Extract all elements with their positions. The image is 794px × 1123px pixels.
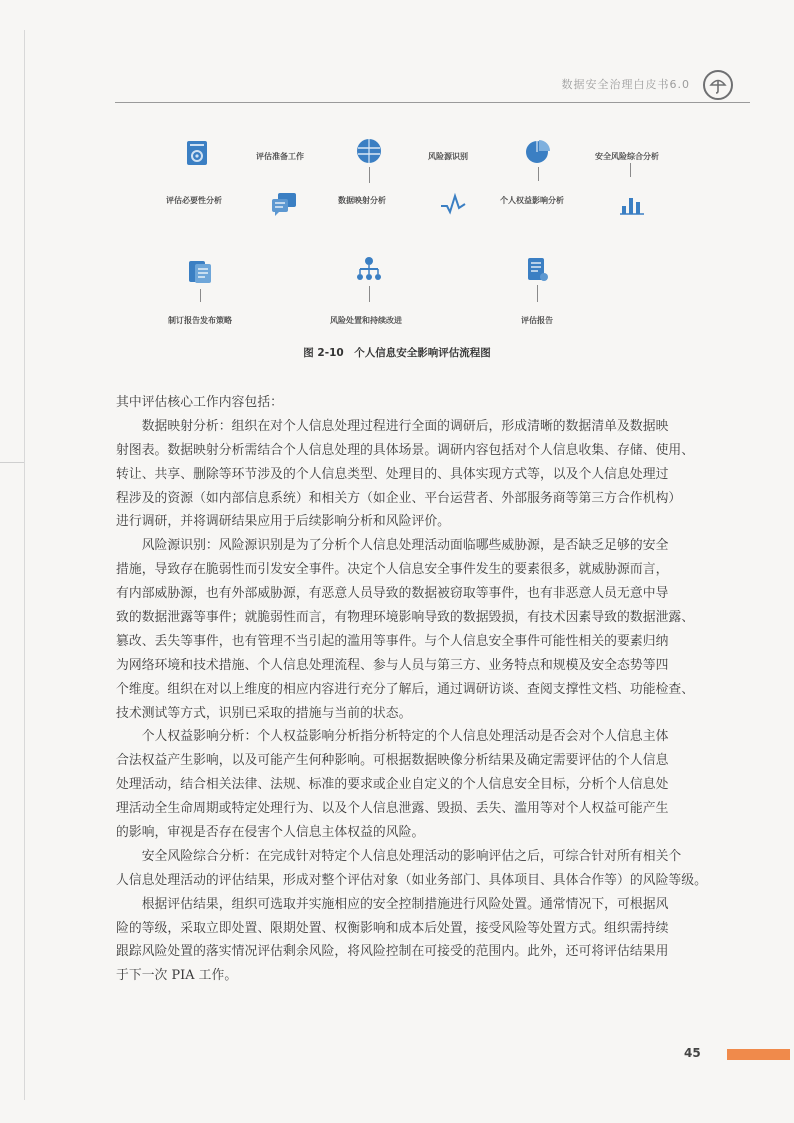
flow-step-publish: 制订报告发布策略 (168, 316, 232, 325)
header-rule (115, 102, 750, 103)
paragraph-line: 致的数据泄露等事件；就脆弱性而言，有物理环境影响导致的数据毁损，有技术因素导致的数据泄露、 (116, 610, 695, 626)
paragraph-line: 险的等级，采取立即处置、限期处置、权衡影响和成本后处置，接受风险等处置方式。组织需持续 (116, 920, 669, 936)
flow-connector (630, 163, 631, 177)
page-gutter-tick (0, 462, 24, 463)
paragraph-line: 个人权益影响分析：个人权益影响分析指分析特定的个人信息处理活动是否会对个人信息主体 (116, 729, 669, 745)
paragraph-line: 安全风险综合分析：在完成针对特定个人信息处理活动的影响评估之后，可综合针对所有相关个 (116, 848, 682, 864)
document-gear-icon (183, 139, 211, 167)
paragraph-line: 篡改、丢失等事件，也有管理不当引起的滥用等事件。与个人信息安全事件可能性相关的要素归纳 (116, 633, 669, 649)
umbrella-icon (703, 70, 733, 100)
flow-connector (200, 289, 201, 302)
paragraph-line: 进行调研，并将调研结果应用于后续影响分析和风险评价。 (116, 514, 451, 530)
bar-chart-icon (618, 188, 646, 216)
header-title: 数据安全治理白皮书6.0 (561, 78, 690, 91)
flow-step-risk-handling: 风险处置和持续改进 (330, 316, 402, 325)
paragraph-line: 人信息处理活动的评估结果，形成对整个评估对象（如业务部门、具体项目、具体合作等）的风险等级。 (116, 872, 707, 888)
paragraph-line: 的影响，审视是否存在侵害个人信息主体权益的风险。 (116, 825, 425, 841)
paragraph-line: 转让、共享、删除等环节涉及的个人信息类型、处理目的、具体实现方式等，以及个人信息处理过 (116, 466, 669, 482)
flow-connector (537, 285, 538, 302)
paragraph-line: 根据评估结果，组织可选取并实施相应的安全控制措施进行风险处置。通常情况下，可根据风 (116, 896, 669, 912)
paragraph-line: 为网络环境和技术措施、个人信息处理流程、参与人员与第三方、业务特点和规模及安全态势等四 (116, 657, 669, 673)
paragraph-line: 处理活动，结合相关法律、法规、标准的要求或企业自定义的个人信息安全目标，分析个人信息处 (116, 777, 669, 793)
paragraph-line: 数据映射分析：组织在对个人信息处理过程进行全面的调研后，形成清晰的数据清单及数据映 (116, 418, 669, 434)
flow-connector (369, 286, 370, 302)
pulse-line-icon (439, 190, 467, 218)
flow-step-prepare: 评估准备工作 (256, 152, 304, 161)
paragraph-line: 措施，导致存在脆弱性而引发安全事件。决定个人信息安全事件发生的要素很多，就威胁源而言， (116, 562, 669, 578)
flow-step-rights-impact: 个人权益影响分析 (500, 196, 564, 205)
paragraph-line: 技术测试等方式，识别已采取的措施与当前的状态。 (116, 705, 412, 721)
paragraph-line: 跟踪风险处置的落实情况评估剩余风险，将风险控制在可接受的范围内。此外，还可将评估结果用 (116, 944, 669, 960)
paragraph-line: 程涉及的资源（如内部信息系统）和相关方（如企业、平台运营者、外部服务商等第三方合作机构） (116, 490, 682, 506)
flow-connector (538, 167, 539, 181)
paragraph-line: 风险源识别：风险源识别是为了分析个人信息处理活动面临哪些威胁源，是否缺乏足够的安全 (116, 538, 669, 554)
page-number: 45 (684, 1046, 701, 1060)
page-gutter-line (24, 30, 25, 1100)
paragraph-line: 个维度。组织在对以上维度的相应内容进行充分了解后，通过调研访谈、查阅支撑性文档、功能检查、 (116, 681, 695, 697)
network-people-icon (355, 256, 383, 284)
body-text (116, 391, 737, 988)
flow-connector (369, 167, 370, 183)
globe-icon (355, 137, 383, 165)
figure-caption: 图 2-10 个人信息安全影响评估流程图 (303, 347, 491, 359)
paragraph-line: 合法权益产生影响，以及可能产生何种影响。可根据数据映像分析结果及确定需要评估的个人信息 (116, 753, 669, 769)
paragraph-line: 射图表。数据映射分析需结合个人信息处理的具体场景。调研内容包括对个人信息收集、存储、使用、 (116, 442, 695, 458)
paragraph-line: 于下一次 PIA 工作。 (116, 968, 238, 984)
report-icon (523, 256, 551, 284)
paragraph-line: 其中评估核心工作内容包括： (116, 395, 284, 410)
paragraph-line: 理活动全生命周期或特定处理行为、以及个人信息泄露、毁损、丢失、滥用等对个人权益可能产生 (116, 801, 669, 817)
pie-chart-icon (524, 137, 552, 165)
flow-step-necessity: 评估必要性分析 (166, 196, 222, 205)
chat-bubble-icon (270, 190, 298, 218)
paragraph-line: 有内部威胁源，也有外部威胁源，有恶意人员导致的数据被窃取等事件，也有非恶意人员无意中导 (116, 586, 669, 602)
flow-step-comprehensive: 安全风险综合分析 (595, 152, 659, 161)
page-accent-bar (727, 1049, 790, 1060)
flow-step-report: 评估报告 (521, 316, 553, 325)
flow-step-data-mapping: 数据映射分析 (338, 196, 386, 205)
document-stack-icon (186, 258, 214, 286)
flow-step-risk-source: 风险源识别 (428, 152, 468, 161)
